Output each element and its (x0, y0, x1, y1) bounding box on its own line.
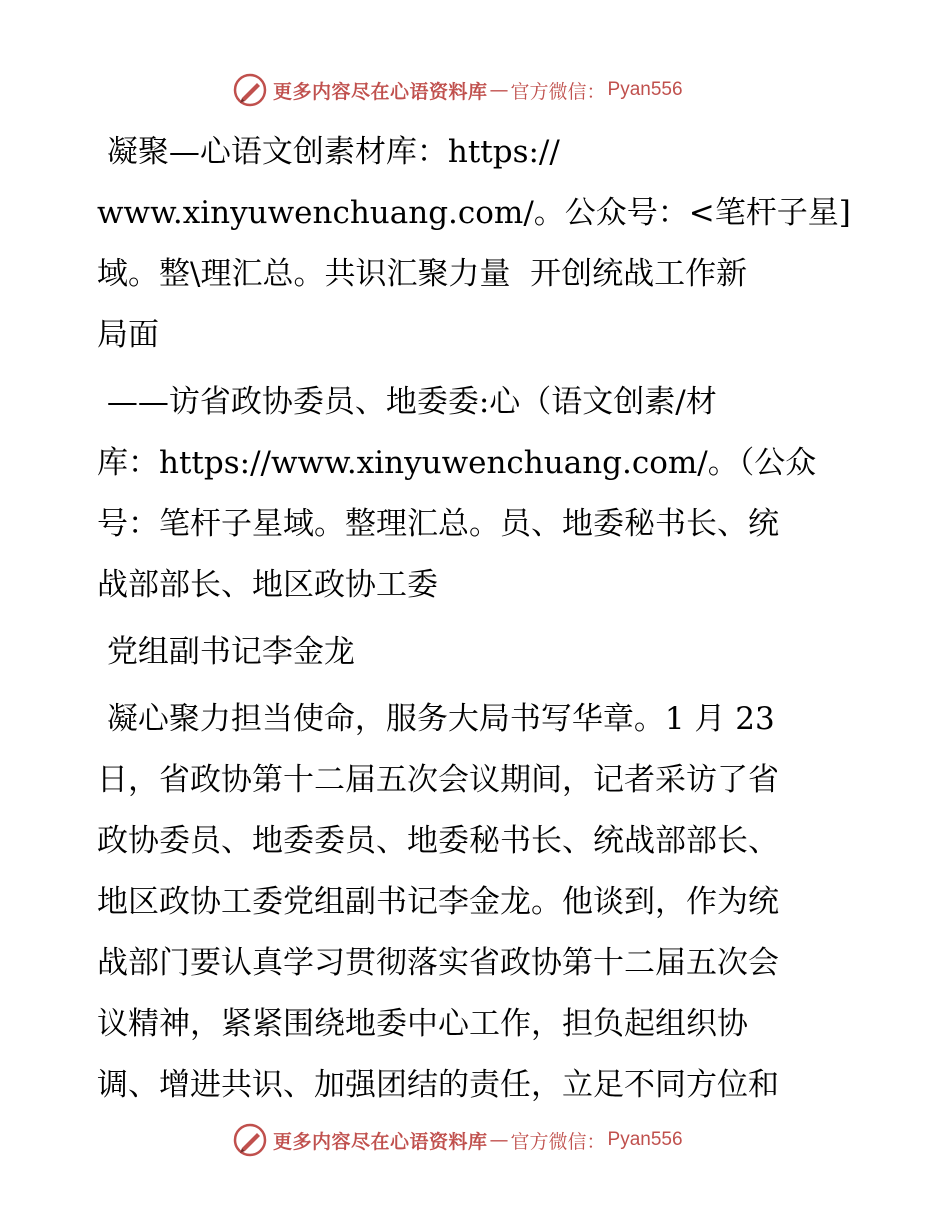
subtitle-line: 库：https://www.xinyuwenchuang.com/。（公众 (97, 445, 817, 481)
body-line: 日，省政协第十二届五次会议期间，记者采访了省 (97, 762, 779, 798)
pen-logo-icon (233, 73, 267, 107)
body-paragraph (97, 689, 849, 1116)
body-line: 战部门要认真学习贯彻落实省政协第十二届五次会 (97, 945, 779, 981)
title-line: 局面 (97, 317, 159, 353)
watermark-title: 更多内容尽在心语资料库 (273, 1130, 488, 1153)
header-watermark (233, 72, 733, 108)
document-body (97, 122, 849, 1116)
watermark-wechat-label: 官方微信： (510, 80, 606, 103)
title-line: www.xinyuwenchuang.com/。公众号：<笔杆子星] (97, 195, 851, 231)
watermark-title: 更多内容尽在心语资料库 (273, 80, 488, 103)
document-subtitle (97, 372, 849, 616)
title-line: 域。整\理汇总。共识汇聚力量 开创统战工作新 (97, 256, 748, 292)
footer-watermark (233, 1122, 733, 1158)
subtitle-line: 战部部长、地区政协工委 (97, 567, 438, 603)
watermark-account: Pyan556 (607, 1129, 683, 1150)
subtitle-line: 号：笔杆子星域。整理汇总。员、地委秘书长、统 (97, 506, 779, 542)
body-line: 议精神，紧紧围绕地委中心工作，担负起组织协 (97, 1006, 748, 1042)
document-title (97, 122, 849, 366)
body-line: 地区政协工委党组副书记李金龙。他谈到，作为统 (97, 884, 779, 920)
byline-text: 党组副书记李金龙 (97, 634, 355, 670)
watermark-dash: — (489, 79, 509, 101)
title-line: 凝聚—心语文创素材库：https:// (97, 134, 560, 170)
watermark-account: Pyan556 (607, 79, 683, 100)
subtitle-line: ——访省政协委员、地委委:心（语文创素/材 (97, 384, 717, 420)
watermark-dash: — (489, 1129, 509, 1151)
byline (97, 622, 849, 683)
body-line: 凝心聚力担当使命，服务大局书写华章。1 月 23 (97, 701, 775, 737)
watermark-wechat-label: 官方微信： (510, 1130, 606, 1153)
pen-logo-icon (233, 1123, 267, 1157)
body-line: 政协委员、地委委员、地委秘书长、统战部部长、 (97, 823, 779, 859)
body-line: 调、增进共识、加强团结的责任，立足不同方位和 (97, 1067, 779, 1103)
